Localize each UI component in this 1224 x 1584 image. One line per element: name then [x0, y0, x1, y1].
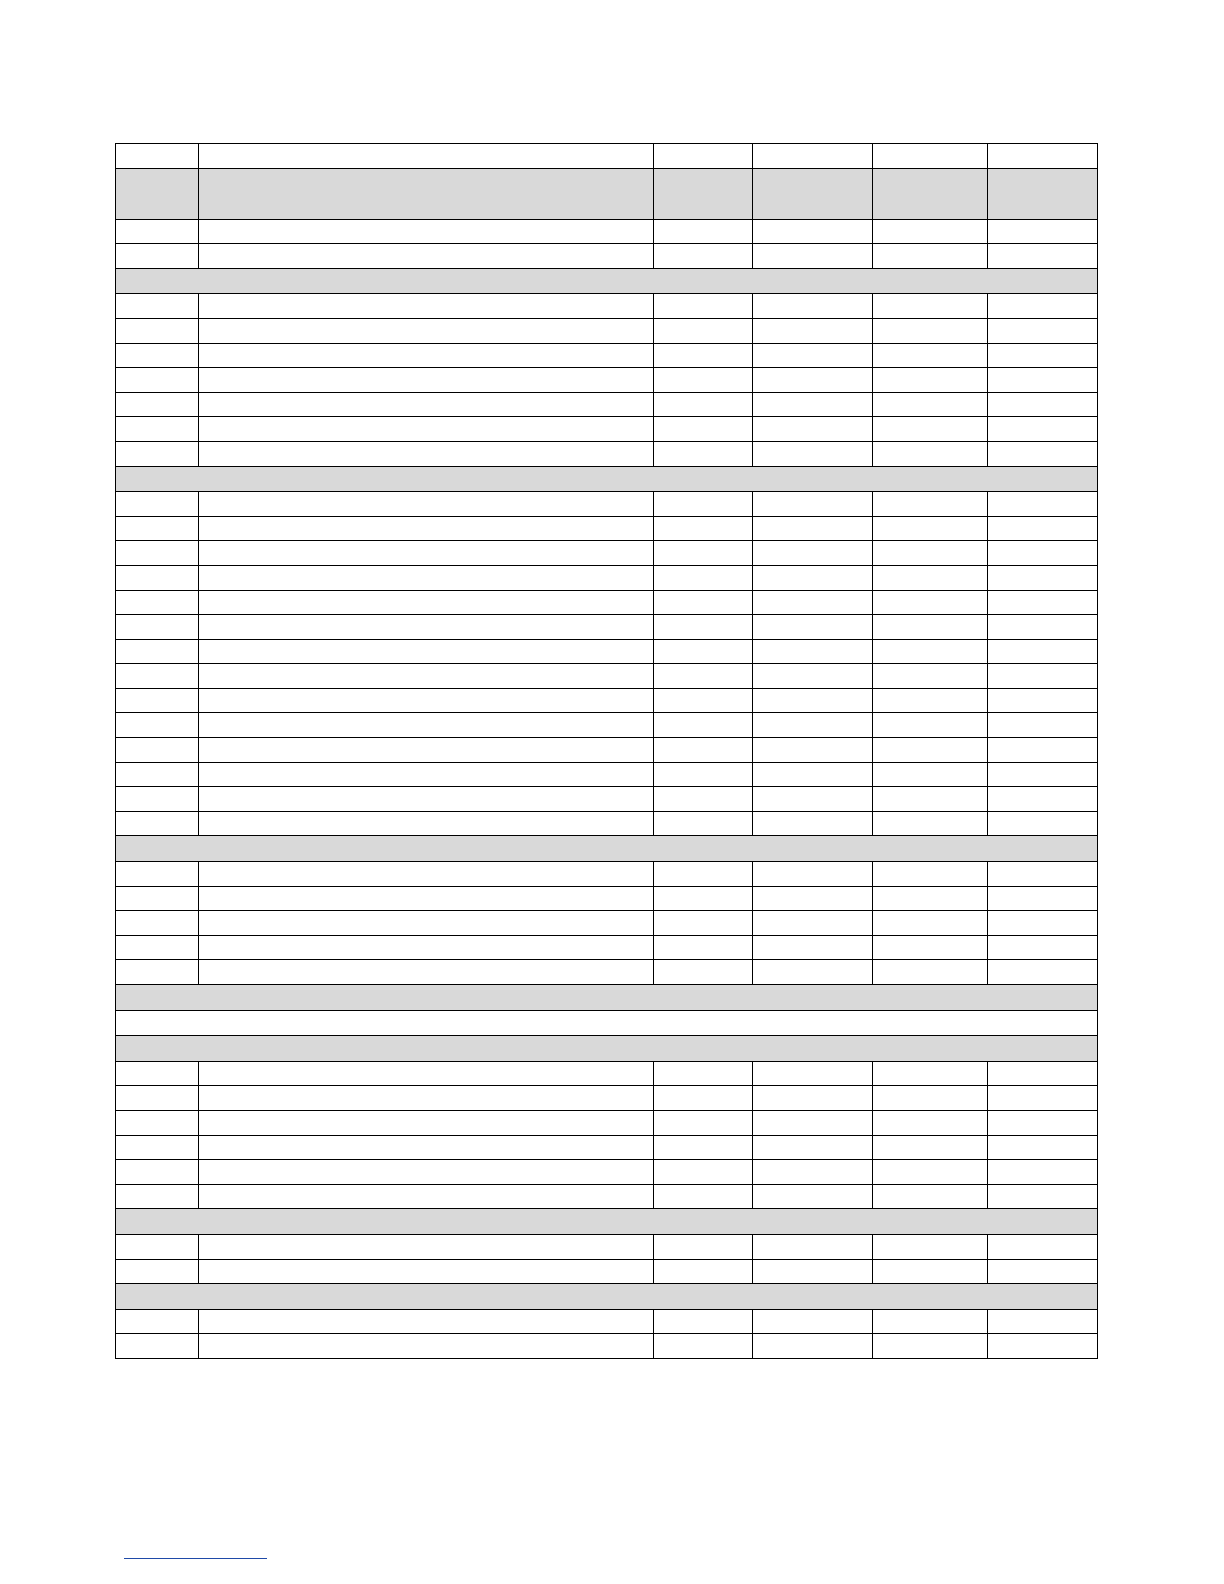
- item-number-cell: [116, 811, 199, 836]
- table-row: [116, 541, 1098, 566]
- column-4-cell: [753, 318, 873, 343]
- column-5-cell: [873, 811, 988, 836]
- column-6-cell: [988, 492, 1098, 517]
- column-5-cell: [873, 886, 988, 911]
- description-cell: [199, 1309, 654, 1334]
- column-4-cell: [753, 294, 873, 319]
- table-row: [116, 615, 1098, 640]
- column-3-cell: [654, 492, 753, 517]
- item-number-cell: [116, 1259, 199, 1284]
- column-3-cell: [654, 144, 753, 169]
- column-6-cell: [988, 688, 1098, 713]
- column-3-cell: [654, 1184, 753, 1209]
- column-3-cell: [654, 368, 753, 393]
- item-number-cell: [116, 565, 199, 590]
- column-5-cell: [873, 244, 988, 269]
- column-6-cell: [988, 1061, 1098, 1086]
- item-number-cell: [116, 960, 199, 985]
- description-cell: [199, 1061, 654, 1086]
- description-cell: [199, 664, 654, 689]
- column-5-cell: [873, 762, 988, 787]
- description-cell: [199, 1184, 654, 1209]
- column-5-cell: [873, 392, 988, 417]
- column-header-cell: [753, 168, 873, 219]
- description-cell: [199, 738, 654, 763]
- description-cell: [199, 1160, 654, 1185]
- column-5-cell: [873, 615, 988, 640]
- column-4-cell: [753, 392, 873, 417]
- column-6-cell: [988, 219, 1098, 244]
- description-cell: [199, 688, 654, 713]
- column-4-cell: [753, 343, 873, 368]
- column-4-cell: [753, 1259, 873, 1284]
- description-cell: [199, 417, 654, 442]
- column-3-cell: [654, 219, 753, 244]
- description-cell: [199, 911, 654, 936]
- column-3-cell: [654, 343, 753, 368]
- column-5-cell: [873, 664, 988, 689]
- section-header-row: [116, 268, 1098, 294]
- column-4-cell: [753, 615, 873, 640]
- description-cell: [199, 787, 654, 812]
- column-6-cell: [988, 343, 1098, 368]
- column-4-cell: [753, 492, 873, 517]
- blank-cell: [116, 1010, 1098, 1036]
- column-header-cell: [199, 168, 654, 219]
- column-5-cell: [873, 862, 988, 887]
- table-row: [116, 1334, 1098, 1359]
- description-cell: [199, 219, 654, 244]
- column-6-cell: [988, 762, 1098, 787]
- description-cell: [199, 1135, 654, 1160]
- item-number-cell: [116, 590, 199, 615]
- column-3-cell: [654, 615, 753, 640]
- column-4-cell: [753, 738, 873, 763]
- column-3-cell: [654, 417, 753, 442]
- column-3-cell: [654, 762, 753, 787]
- table-row: [116, 762, 1098, 787]
- column-4-cell: [753, 811, 873, 836]
- item-number-cell: [116, 787, 199, 812]
- column-4-cell: [753, 144, 873, 169]
- form-table: [115, 143, 1098, 1359]
- column-6-cell: [988, 368, 1098, 393]
- column-3-cell: [654, 1160, 753, 1185]
- column-3-cell: [654, 862, 753, 887]
- column-5-cell: [873, 368, 988, 393]
- column-3-cell: [654, 935, 753, 960]
- column-3-cell: [654, 1086, 753, 1111]
- column-6-cell: [988, 590, 1098, 615]
- column-5-cell: [873, 1061, 988, 1086]
- description-cell: [199, 144, 654, 169]
- table-row: [116, 1086, 1098, 1111]
- column-6-cell: [988, 417, 1098, 442]
- item-number-cell: [116, 343, 199, 368]
- section-header-row: [116, 1284, 1098, 1310]
- column-6-cell: [988, 244, 1098, 269]
- column-3-cell: [654, 811, 753, 836]
- table-row: [116, 565, 1098, 590]
- column-4-cell: [753, 219, 873, 244]
- column-3-cell: [654, 318, 753, 343]
- table-row: [116, 738, 1098, 763]
- item-number-cell: [116, 417, 199, 442]
- description-cell: [199, 639, 654, 664]
- table-row: [116, 1309, 1098, 1334]
- item-number-cell: [116, 492, 199, 517]
- description-cell: [199, 441, 654, 466]
- column-5-cell: [873, 144, 988, 169]
- column-3-cell: [654, 738, 753, 763]
- item-number-cell: [116, 1234, 199, 1259]
- section-header-cell: [116, 466, 1098, 492]
- column-3-cell: [654, 1110, 753, 1135]
- table-row: [116, 862, 1098, 887]
- column-3-cell: [654, 713, 753, 738]
- description-cell: [199, 886, 654, 911]
- column-3-cell: [654, 541, 753, 566]
- item-number-cell: [116, 639, 199, 664]
- column-4-cell: [753, 664, 873, 689]
- column-3-cell: [654, 787, 753, 812]
- column-6-cell: [988, 911, 1098, 936]
- table-row: [116, 1160, 1098, 1185]
- item-number-cell: [116, 615, 199, 640]
- column-3-cell: [654, 441, 753, 466]
- column-3-cell: [654, 590, 753, 615]
- table-row: [116, 688, 1098, 713]
- column-6-cell: [988, 886, 1098, 911]
- column-4-cell: [753, 787, 873, 812]
- column-5-cell: [873, 911, 988, 936]
- column-4-cell: [753, 1309, 873, 1334]
- item-number-cell: [116, 392, 199, 417]
- item-number-cell: [116, 886, 199, 911]
- column-4-cell: [753, 688, 873, 713]
- table-row: [116, 368, 1098, 393]
- column-4-cell: [753, 590, 873, 615]
- column-6-cell: [988, 565, 1098, 590]
- description-cell: [199, 294, 654, 319]
- column-4-cell: [753, 368, 873, 393]
- column-5-cell: [873, 787, 988, 812]
- description-cell: [199, 368, 654, 393]
- column-4-cell: [753, 911, 873, 936]
- description-cell: [199, 935, 654, 960]
- column-6-cell: [988, 1309, 1098, 1334]
- table-row: [116, 787, 1098, 812]
- column-4-cell: [753, 1234, 873, 1259]
- column-3-cell: [654, 392, 753, 417]
- blank-full-width-row: [116, 1010, 1098, 1036]
- column-3-cell: [654, 886, 753, 911]
- column-3-cell: [654, 688, 753, 713]
- column-3-cell: [654, 244, 753, 269]
- description-cell: [199, 713, 654, 738]
- description-cell: [199, 1334, 654, 1359]
- column-6-cell: [988, 787, 1098, 812]
- column-5-cell: [873, 935, 988, 960]
- item-number-cell: [116, 1086, 199, 1111]
- description-cell: [199, 565, 654, 590]
- column-4-cell: [753, 1086, 873, 1111]
- column-6-cell: [988, 615, 1098, 640]
- description-cell: [199, 1110, 654, 1135]
- table-row: [116, 886, 1098, 911]
- column-6-cell: [988, 1234, 1098, 1259]
- description-cell: [199, 343, 654, 368]
- description-cell: [199, 811, 654, 836]
- column-6-cell: [988, 1259, 1098, 1284]
- item-number-cell: [116, 541, 199, 566]
- column-6-cell: [988, 441, 1098, 466]
- table-row: [116, 960, 1098, 985]
- column-5-cell: [873, 1086, 988, 1111]
- table-row: [116, 417, 1098, 442]
- item-number-cell: [116, 762, 199, 787]
- column-5-cell: [873, 639, 988, 664]
- description-cell: [199, 318, 654, 343]
- item-number-cell: [116, 664, 199, 689]
- column-3-cell: [654, 565, 753, 590]
- column-5-cell: [873, 688, 988, 713]
- item-number-cell: [116, 1160, 199, 1185]
- column-5-cell: [873, 565, 988, 590]
- column-4-cell: [753, 762, 873, 787]
- description-cell: [199, 516, 654, 541]
- column-4-cell: [753, 639, 873, 664]
- description-cell: [199, 392, 654, 417]
- column-4-cell: [753, 713, 873, 738]
- item-number-cell: [116, 294, 199, 319]
- item-number-cell: [116, 441, 199, 466]
- section-header-row: [116, 1036, 1098, 1062]
- column-3-cell: [654, 516, 753, 541]
- column-6-cell: [988, 1334, 1098, 1359]
- item-number-cell: [116, 1184, 199, 1209]
- table-row: [116, 935, 1098, 960]
- column-6-cell: [988, 318, 1098, 343]
- table-row: [116, 1234, 1098, 1259]
- column-5-cell: [873, 738, 988, 763]
- table-row: [116, 639, 1098, 664]
- column-header-cell: [654, 168, 753, 219]
- table-row: [116, 219, 1098, 244]
- item-number-cell: [116, 368, 199, 393]
- footnote-separator: [124, 1558, 267, 1559]
- column-6-cell: [988, 1086, 1098, 1111]
- item-number-cell: [116, 244, 199, 269]
- column-6-cell: [988, 1135, 1098, 1160]
- section-header-row: [116, 1209, 1098, 1235]
- column-4-cell: [753, 1334, 873, 1359]
- section-header-row: [116, 466, 1098, 492]
- table-row: [116, 713, 1098, 738]
- column-5-cell: [873, 294, 988, 319]
- item-number-cell: [116, 318, 199, 343]
- column-6-cell: [988, 1110, 1098, 1135]
- table-row: [116, 1061, 1098, 1086]
- description-cell: [199, 1086, 654, 1111]
- description-cell: [199, 541, 654, 566]
- section-header-cell: [116, 1284, 1098, 1310]
- item-number-cell: [116, 1309, 199, 1334]
- column-4-cell: [753, 886, 873, 911]
- form-table-body: [116, 144, 1098, 1359]
- item-number-cell: [116, 935, 199, 960]
- column-6-cell: [988, 664, 1098, 689]
- column-5-cell: [873, 516, 988, 541]
- column-5-cell: [873, 590, 988, 615]
- column-3-cell: [654, 294, 753, 319]
- column-3-cell: [654, 911, 753, 936]
- column-6-cell: [988, 960, 1098, 985]
- column-3-cell: [654, 1234, 753, 1259]
- column-4-cell: [753, 1135, 873, 1160]
- item-number-cell: [116, 1061, 199, 1086]
- table-row: [116, 144, 1098, 169]
- description-cell: [199, 762, 654, 787]
- column-4-cell: [753, 1061, 873, 1086]
- item-number-cell: [116, 516, 199, 541]
- column-4-cell: [753, 935, 873, 960]
- table-row: [116, 441, 1098, 466]
- column-3-cell: [654, 960, 753, 985]
- section-header-row: [116, 836, 1098, 862]
- column-4-cell: [753, 565, 873, 590]
- column-6-cell: [988, 392, 1098, 417]
- column-6-cell: [988, 639, 1098, 664]
- section-header-cell: [116, 836, 1098, 862]
- table-row: [116, 1259, 1098, 1284]
- column-4-cell: [753, 862, 873, 887]
- column-3-cell: [654, 1334, 753, 1359]
- column-3-cell: [654, 639, 753, 664]
- column-6-cell: [988, 1184, 1098, 1209]
- column-5-cell: [873, 219, 988, 244]
- item-number-cell: [116, 219, 199, 244]
- description-cell: [199, 590, 654, 615]
- table-row: [116, 811, 1098, 836]
- column-4-cell: [753, 1184, 873, 1209]
- column-header-cell: [116, 168, 199, 219]
- table-row: [116, 392, 1098, 417]
- column-5-cell: [873, 541, 988, 566]
- column-5-cell: [873, 1259, 988, 1284]
- column-6-cell: [988, 294, 1098, 319]
- column-4-cell: [753, 960, 873, 985]
- column-4-cell: [753, 417, 873, 442]
- column-3-cell: [654, 664, 753, 689]
- column-6-cell: [988, 516, 1098, 541]
- column-4-cell: [753, 441, 873, 466]
- column-5-cell: [873, 441, 988, 466]
- column-6-cell: [988, 935, 1098, 960]
- description-cell: [199, 960, 654, 985]
- item-number-cell: [116, 911, 199, 936]
- item-number-cell: [116, 1110, 199, 1135]
- section-header-row: [116, 985, 1098, 1011]
- table-row: [116, 318, 1098, 343]
- section-header-cell: [116, 985, 1098, 1011]
- column-6-cell: [988, 738, 1098, 763]
- table-row: [116, 343, 1098, 368]
- description-cell: [199, 244, 654, 269]
- item-number-cell: [116, 688, 199, 713]
- item-number-cell: [116, 144, 199, 169]
- column-3-cell: [654, 1309, 753, 1334]
- table-row: [116, 664, 1098, 689]
- table-row: [116, 1135, 1098, 1160]
- item-number-cell: [116, 862, 199, 887]
- column-4-cell: [753, 244, 873, 269]
- column-5-cell: [873, 1234, 988, 1259]
- table-row: [116, 492, 1098, 517]
- description-cell: [199, 862, 654, 887]
- column-5-cell: [873, 417, 988, 442]
- section-header-cell: [116, 1036, 1098, 1062]
- table-row: [116, 294, 1098, 319]
- column-5-cell: [873, 1334, 988, 1359]
- column-5-cell: [873, 1160, 988, 1185]
- column-6-cell: [988, 713, 1098, 738]
- column-5-cell: [873, 713, 988, 738]
- column-6-cell: [988, 541, 1098, 566]
- item-number-cell: [116, 1334, 199, 1359]
- item-number-cell: [116, 1135, 199, 1160]
- table-row: [116, 244, 1098, 269]
- item-number-cell: [116, 738, 199, 763]
- section-header-cell: [116, 268, 1098, 294]
- column-3-cell: [654, 1135, 753, 1160]
- column-6-cell: [988, 1160, 1098, 1185]
- description-cell: [199, 1259, 654, 1284]
- column-5-cell: [873, 1110, 988, 1135]
- column-header-cell: [988, 168, 1098, 219]
- column-3-cell: [654, 1259, 753, 1284]
- column-header-cell: [873, 168, 988, 219]
- table-row: [116, 1110, 1098, 1135]
- column-4-cell: [753, 516, 873, 541]
- column-5-cell: [873, 1184, 988, 1209]
- description-cell: [199, 1234, 654, 1259]
- column-5-cell: [873, 343, 988, 368]
- column-6-cell: [988, 811, 1098, 836]
- description-cell: [199, 492, 654, 517]
- description-cell: [199, 615, 654, 640]
- column-header-row: [116, 168, 1098, 219]
- item-number-cell: [116, 713, 199, 738]
- table-row: [116, 911, 1098, 936]
- column-5-cell: [873, 1135, 988, 1160]
- column-5-cell: [873, 492, 988, 517]
- column-6-cell: [988, 862, 1098, 887]
- column-4-cell: [753, 541, 873, 566]
- column-5-cell: [873, 1309, 988, 1334]
- section-header-cell: [116, 1209, 1098, 1235]
- column-4-cell: [753, 1160, 873, 1185]
- column-5-cell: [873, 318, 988, 343]
- column-6-cell: [988, 144, 1098, 169]
- column-4-cell: [753, 1110, 873, 1135]
- table-row: [116, 590, 1098, 615]
- table-row: [116, 1184, 1098, 1209]
- column-3-cell: [654, 1061, 753, 1086]
- column-5-cell: [873, 960, 988, 985]
- table-row: [116, 516, 1098, 541]
